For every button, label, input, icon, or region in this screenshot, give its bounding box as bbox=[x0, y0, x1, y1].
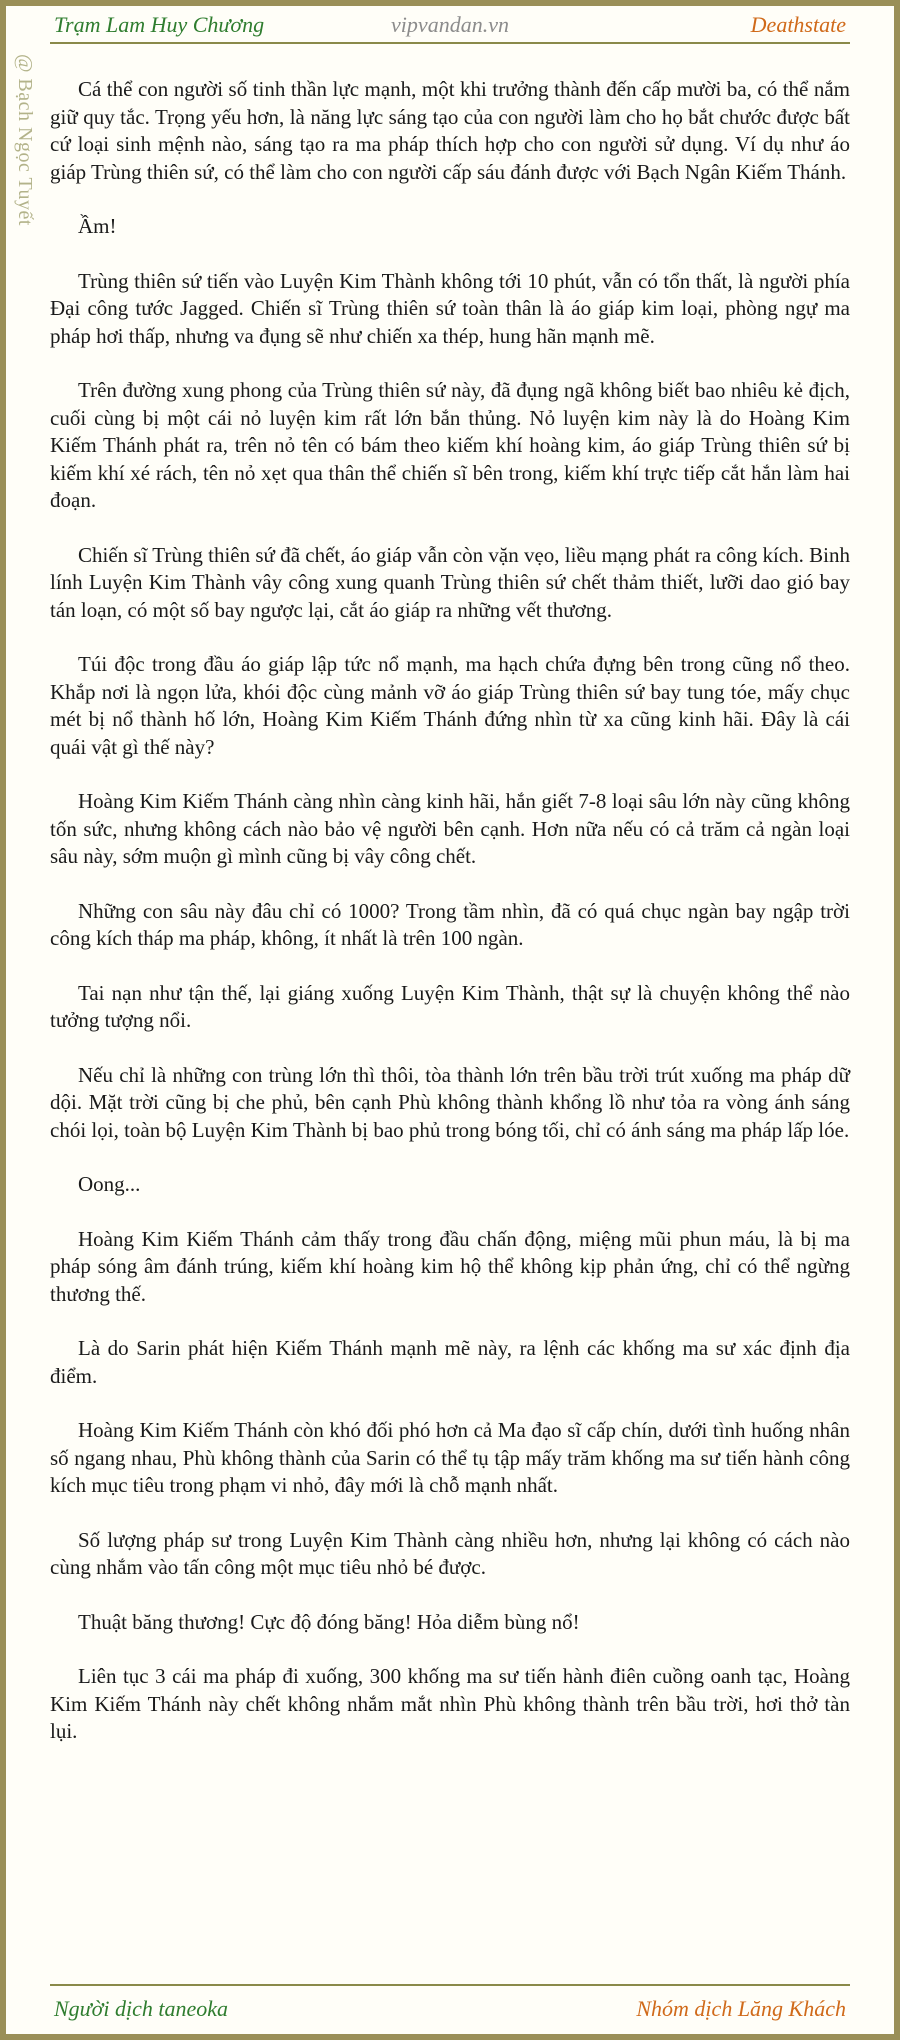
paragraph: Những con sâu này đâu chỉ có 1000? Trong tầm nhìn, đã có quá chục ngàn bay ngập trời công kích tháp ma pháp, không, ít nhất là trên 100 ngàn. bbox=[50, 898, 850, 950]
footer-translator: Người dịch taneoka bbox=[54, 1996, 229, 2021]
paragraph: Hoàng Kim Kiếm Thánh cảm thấy trong đầu chấn động, miệng mũi phun máu, là bị ma pháp sóng âm đánh trúng, kiếm khí hoàng kim hộ thể không kịp phản ứng, chỉ có thể ngừng thương thế. bbox=[50, 1226, 850, 1306]
paragraph: Trùng thiên sứ tiến vào Luyện Kim Thành không tới 10 phút, vẫn có tổn thất, là người phía Đại công tước Jagged. Chiến sĩ Trùng thiên sứ toàn thân là áo giáp kim loại, phòng ngự ma pháp hơi thấp, nhưng va đụng sẽ như chiến xa thép, hung hãn mạnh mẽ. bbox=[50, 268, 850, 348]
paragraph: Số lượng pháp sư trong Luyện Kim Thành càng nhiều hơn, nhưng lại không có cách nào cùng nhắm vào tấn công một mục tiêu nhỏ bé được. bbox=[50, 1527, 850, 1579]
paragraph: Hoàng Kim Kiếm Thánh càng nhìn càng kinh hãi, hắn giết 7-8 loại sâu lớn này cũng không tốn sức, nhưng không cách nào bảo vệ người bên cạnh. Hơn nữa nếu có cả trăm cả ngàn loại sâu này, sớm muộn gì mình cũng bị vây công chết. bbox=[50, 789, 850, 868]
side-watermark: @ Bạch Ngọc Tuyết bbox=[14, 54, 36, 226]
paragraph: Nếu chỉ là những con trùng lớn thì thôi, tòa thành lớn trên bầu trời trút xuống ma pháp dữ dội. Mặt trời cũng bị che phủ, bên cạnh Phù không thành khổng lồ như tỏa ra vòng ánh sáng chói lọi, toàn bộ Luyện Kim Thành bị bao phủ trong bóng tối, chỉ có ánh sáng ma pháp lấp lóe. bbox=[50, 1062, 850, 1142]
paragraph: Trên đường xung phong của Trùng thiên sứ này, đã đụng ngã không biết bao nhiêu kẻ địch, cuối cùng bị một cái nỏ luyện kim rất lớn bắn thủng. Nỏ luyện kim này là do Hoàng Kim Kiếm Thánh phát ra, trên nỏ tên có bám theo kiếm khí hoàng kim, áo giáp Trùng thiên sứ bị kiếm khí xé rách, tên nỏ xẹt qua thân thể chiến sĩ bên trong, kiếm khí trực tiếp cắt hắn làm hai đoạn. bbox=[50, 378, 850, 512]
page-header bbox=[50, 8, 850, 44]
paragraph: Ầm! bbox=[78, 214, 117, 238]
paragraph: Oong... bbox=[78, 1172, 141, 1196]
header-domain: vipvandan.vn bbox=[391, 12, 509, 37]
paragraph: Chiến sĩ Trùng thiên sứ đã chết, áo giáp vẫn còn vặn vẹo, liều mạng phát ra công kích. Binh lính Luyện Kim Thành vây công xung quanh Trùng thiên sứ chết thảm thiết, lưỡi dao gió bay tán loạn, có một số bay ngược lại, cắt áo giáp ra những vết thương. bbox=[50, 542, 850, 622]
chapter-text bbox=[50, 76, 850, 1773]
header-site-name: Trạm Lam Huy Chương bbox=[54, 12, 265, 37]
header-author: Deathstate bbox=[750, 12, 846, 37]
footer-group: Nhóm dịch Lăng Khách bbox=[636, 1996, 846, 2021]
paragraph: Hoàng Kim Kiếm Thánh còn khó đối phó hơn cả Ma đạo sĩ cấp chín, dưới tình huống nhân số ngang nhau, Phù không thành của Sarin có thể tụ tập mấy trăm khống ma sư tiến hành công kích mục tiêu trong phạm vi nhỏ, đây mới là chỗ mạnh nhất. bbox=[50, 1418, 850, 1497]
paragraph: Cá thể con người số tinh thần lực mạnh, một khi trưởng thành đến cấp mười ba, có thể nắm giữ quy tắc. Trọng yếu hơn, là năng lực sáng tạo của con người làm cho họ bắt chước được bất cứ loại sinh mệnh nào, sáng tạo ra ma pháp thích hợp cho con người sử dụng. Ví dụ như áo giáp Trùng thiên sứ, có thể làm cho con người cấp sáu đánh được với Bạch Ngân Kiếm Thánh. bbox=[50, 77, 850, 184]
page-footer bbox=[50, 1984, 850, 2026]
paragraph: Là do Sarin phát hiện Kiếm Thánh mạnh mẽ này, ra lệnh các khống ma sư xác định địa điểm. bbox=[50, 1336, 850, 1388]
paragraph: Liên tục 3 cái ma pháp đi xuống, 300 khống ma sư tiến hành điên cuồng oanh tạc, Hoàng Kim Kiếm Thánh này chết không nhắm mắt nhìn Phù không thành trên bầu trời, hơi thở tàn lụi. bbox=[50, 1664, 850, 1743]
paragraph: Thuật băng thương! Cực độ đóng băng! Hỏa diễm bùng nổ! bbox=[78, 1609, 580, 1634]
paragraph: Tai nạn như tận thế, lại giáng xuống Luyện Kim Thành, thật sự là chuyện không thể nào tưởng tượng nổi. bbox=[50, 980, 850, 1032]
paragraph: Túi độc trong đầu áo giáp lập tức nổ mạnh, ma hạch chứa đựng bên trong cũng nổ theo. Khắp nơi là ngọn lửa, khói độc cùng mảnh vỡ áo giáp Trùng thiên sứ bay tung tóe, mấy chục mét bị nổ thành hố lớn, Hoàng Kim Kiếm Thánh đứng nhìn từ xa cũng kinh hãi. Đây là cái quái vật gì thế này? bbox=[50, 652, 850, 759]
